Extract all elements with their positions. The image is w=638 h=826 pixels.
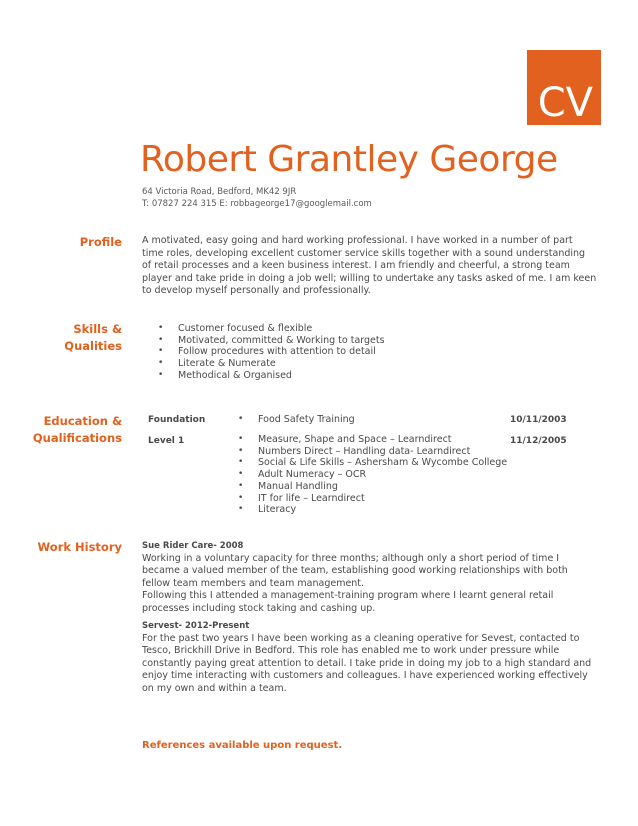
cv-badge-text: CV	[537, 80, 593, 126]
list-item: • Measure, Shape and Space – Learndirect	[238, 434, 507, 446]
address: 64 Victoria Road, Bedford, MK42 9JR	[142, 187, 297, 197]
list-item: • Food Safety Training	[238, 414, 355, 426]
education-date-foundation: 10/11/2003	[510, 415, 567, 425]
references-note: References available upon request.	[142, 740, 343, 751]
education-level1-list	[238, 434, 507, 516]
skills-heading	[64, 321, 122, 355]
list-item: • Manual Handling	[238, 481, 507, 493]
cv-badge	[527, 50, 601, 125]
work-heading: Work History	[37, 540, 122, 554]
list-item: • Literacy	[238, 504, 507, 516]
list-item: • Customer focused & flexible	[158, 323, 385, 335]
profile-heading: Profile	[79, 235, 122, 249]
education-heading	[33, 413, 122, 447]
list-item: • Methodical & Organised	[158, 370, 385, 382]
list-item: • IT for life – Learndirect	[238, 493, 507, 505]
list-item: • Follow procedures with attention to detail	[158, 346, 385, 358]
job-description: For the past two years I have been working as a cleaning operative for Sevest, contacted to Tesco, Brickhill Drive in Bedford. This role has enabled me to work under pressure while constantly paying great attention to detail. I take pride in doing my job to a high standard and enjoy time interacting with customers and colleagues. I have experienced working effectively on my own and within a team.	[142, 632, 592, 694]
skills-list	[158, 323, 385, 382]
list-item: • Numbers Direct – Handling data- Learndirect	[238, 446, 507, 458]
list-item: • Social & Life Skills – Ashersham & Wycombe College	[238, 457, 507, 469]
education-date-level-1: 11/12/2005	[510, 436, 567, 446]
job-description: Working in a voluntary capacity for three months; although only a short period of time I became a valued member of the team, establishing good working relationships with both fellow team members and team management.	[142, 552, 568, 589]
contact-details: T: 07827 224 315 E: robbageorge17@googlemail.com	[142, 199, 372, 209]
job-description: Following this I attended a management-training program where I learnt general retail processes including stock taking and cashing up.	[142, 590, 554, 614]
list-item: • Adult Numeracy – OCR	[238, 469, 507, 481]
education-level-1: Level 1	[148, 436, 185, 446]
list-item: • Literate & Numerate	[158, 358, 385, 370]
profile-text: A motivated, easy going and hard working professional. I have worked in a number of part time roles, developing excellent customer service skills together with a sound understanding of retail processes and a keen business interest. I am friendly and cheerful, a strong team player and take pride in doing a job well; willing to undertake any tasks asked of me. I am keen to develop myself personally and professionally.	[142, 235, 597, 296]
job-title: Servest- 2012-Present	[142, 621, 250, 631]
education-heading-line1: Education &	[43, 414, 122, 428]
education-foundation-list	[238, 414, 355, 426]
education-level-foundation: Foundation	[148, 415, 206, 425]
list-item: • Motivated, committed & Working to targets	[158, 335, 385, 347]
job-title: Sue Rider Care- 2008	[142, 541, 244, 551]
job-entry	[142, 540, 597, 615]
job-entry	[142, 620, 597, 695]
skills-heading-line1: Skills &	[73, 322, 122, 336]
candidate-name: Robert Grantley George	[140, 139, 558, 180]
education-heading-line2: Qualifications	[32, 431, 122, 445]
skills-heading-line2: Qualities	[64, 339, 122, 353]
